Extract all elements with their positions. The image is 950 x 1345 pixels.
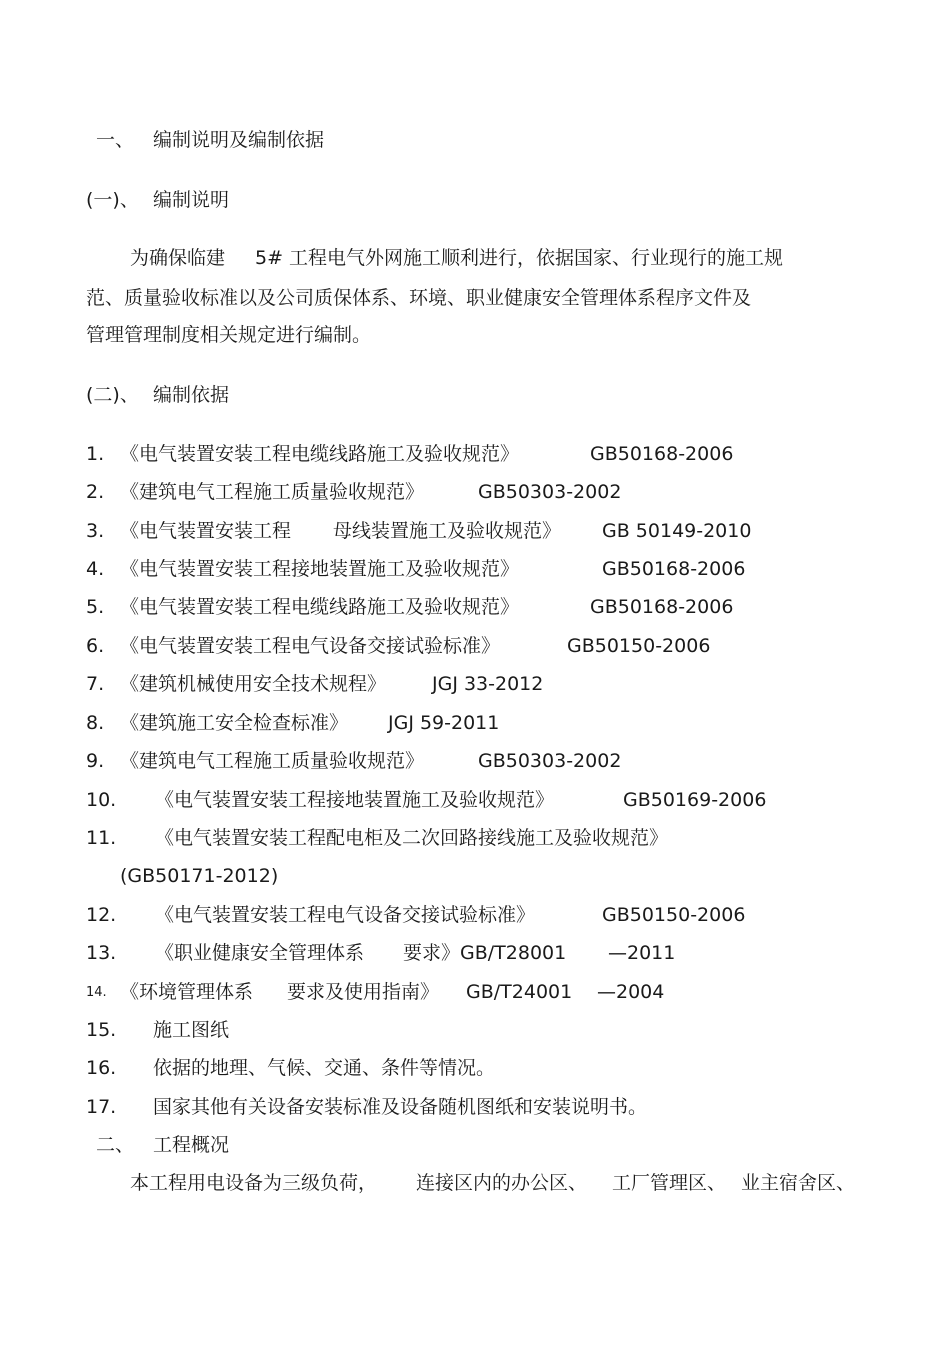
list-item-title: 《建筑电气工程施工质量验收规范》 — [120, 481, 425, 503]
list-item-code: GB/T24001 — [466, 981, 573, 1003]
list-item-title: 《电气装置安装工程配电柜及二次回路接线施工及验收规范》 — [155, 827, 669, 849]
list-item-number: 8. — [86, 712, 105, 734]
list-item-title: 《电气装置安装工程电缆线路施工及验收规范》 — [120, 443, 520, 465]
list-item-code: JGJ 59-2011 — [388, 712, 500, 734]
subsection-number: (一)、 — [86, 189, 139, 211]
list-item-number: 16. — [86, 1057, 117, 1079]
paragraph-text: 工厂管理区、 — [612, 1172, 727, 1194]
list-item-title: 国家其他有关设备安装标准及设备随机图纸和安装说明书。 — [153, 1096, 648, 1118]
list-item-title: 施工图纸 — [153, 1019, 230, 1041]
list-item-number: 10. — [86, 789, 117, 811]
list-item-number: 12. — [86, 904, 117, 926]
list-item-code: GB50168-2006 — [590, 443, 734, 465]
list-item-number: 4. — [86, 558, 105, 580]
list-item-number: 3. — [86, 520, 105, 542]
list-item-title: 《电气装置安装工程 — [120, 520, 292, 542]
list-item-number: 13. — [86, 942, 117, 964]
list-item-title: 《建筑机械使用安全技术规程》 — [120, 673, 387, 695]
list-item-title: 《建筑施工安全检查标准》 — [120, 712, 349, 734]
list-item-title: 《电气装置安装工程电缆线路施工及验收规范》 — [120, 596, 520, 618]
section-title: 编制说明及编制依据 — [153, 129, 325, 151]
paragraph-text: 管理管理制度相关规定进行编制。 — [86, 324, 372, 346]
paragraph-text: 5# 工程电气外网施工顺利进行，依据国家、行业现行的施工规 — [255, 247, 784, 269]
list-item-code: GB50168-2006 — [602, 558, 746, 580]
list-item-code: —2011 — [608, 942, 676, 964]
list-item-title: 《电气装置安装工程电气设备交接试验标准》 — [155, 904, 536, 926]
list-item-title: 要求》GB/T28001 — [403, 942, 567, 964]
list-item-number: 15. — [86, 1019, 117, 1041]
list-item-code: GB50303-2002 — [478, 750, 622, 772]
list-item-title: 《电气装置安装工程电气设备交接试验标准》 — [120, 635, 501, 657]
paragraph-text: 业主宿舍区、 — [741, 1172, 856, 1194]
list-item-title: 《职业健康安全管理体系 — [155, 942, 365, 964]
paragraph-text: 连接区内的办公区、 — [416, 1172, 588, 1194]
section-number: 一、 — [96, 129, 135, 151]
paragraph-text: 范、质量验收标准以及公司质保体系、环境、职业健康安全管理体系程序文件及 — [86, 287, 752, 309]
paragraph-text: 本工程用电设备为三级负荷， — [130, 1172, 378, 1194]
section-number: 二、 — [96, 1134, 135, 1156]
subsection-title: 编制说明 — [153, 189, 230, 211]
list-item-code: GB50150-2006 — [602, 904, 746, 926]
section-title: 工程概况 — [153, 1134, 230, 1156]
list-item-number: 1. — [86, 443, 105, 465]
list-item-title: 《建筑电气工程施工质量验收规范》 — [120, 750, 425, 772]
paragraph-text: 为确保临建 — [130, 247, 226, 269]
list-item-code: GB 50149-2010 — [602, 520, 752, 542]
list-item-number: 11. — [86, 827, 117, 849]
list-item-title: 《电气装置安装工程接地装置施工及验收规范》 — [120, 558, 520, 580]
list-item-title: 要求及使用指南》 — [287, 981, 440, 1003]
subsection-number: (二)、 — [86, 384, 139, 406]
list-item-number: 14. — [86, 985, 107, 1000]
list-item-title: 母线装置施工及验收规范》 — [333, 520, 562, 542]
list-item-number: 9. — [86, 750, 105, 772]
list-item-number: 17. — [86, 1096, 117, 1118]
list-item-number: 6. — [86, 635, 105, 657]
list-item-code: (GB50171-2012) — [120, 865, 279, 887]
subsection-title: 编制依据 — [153, 384, 230, 406]
list-item-title: 《环境管理体系 — [120, 981, 254, 1003]
list-item-number: 7. — [86, 673, 105, 695]
list-item-code: GB50168-2006 — [590, 596, 734, 618]
list-item-number: 2. — [86, 481, 105, 503]
list-item-code: GB50150-2006 — [567, 635, 711, 657]
list-item-title: 依据的地理、气候、交通、条件等情况。 — [153, 1057, 496, 1079]
list-item-code: GB50303-2002 — [478, 481, 622, 503]
list-item-title: 《电气装置安装工程接地装置施工及验收规范》 — [155, 789, 555, 811]
list-item-number: 5. — [86, 596, 105, 618]
list-item-code: —2004 — [597, 981, 665, 1003]
list-item-code: JGJ 33-2012 — [432, 673, 544, 695]
list-item-code: GB50169-2006 — [623, 789, 767, 811]
